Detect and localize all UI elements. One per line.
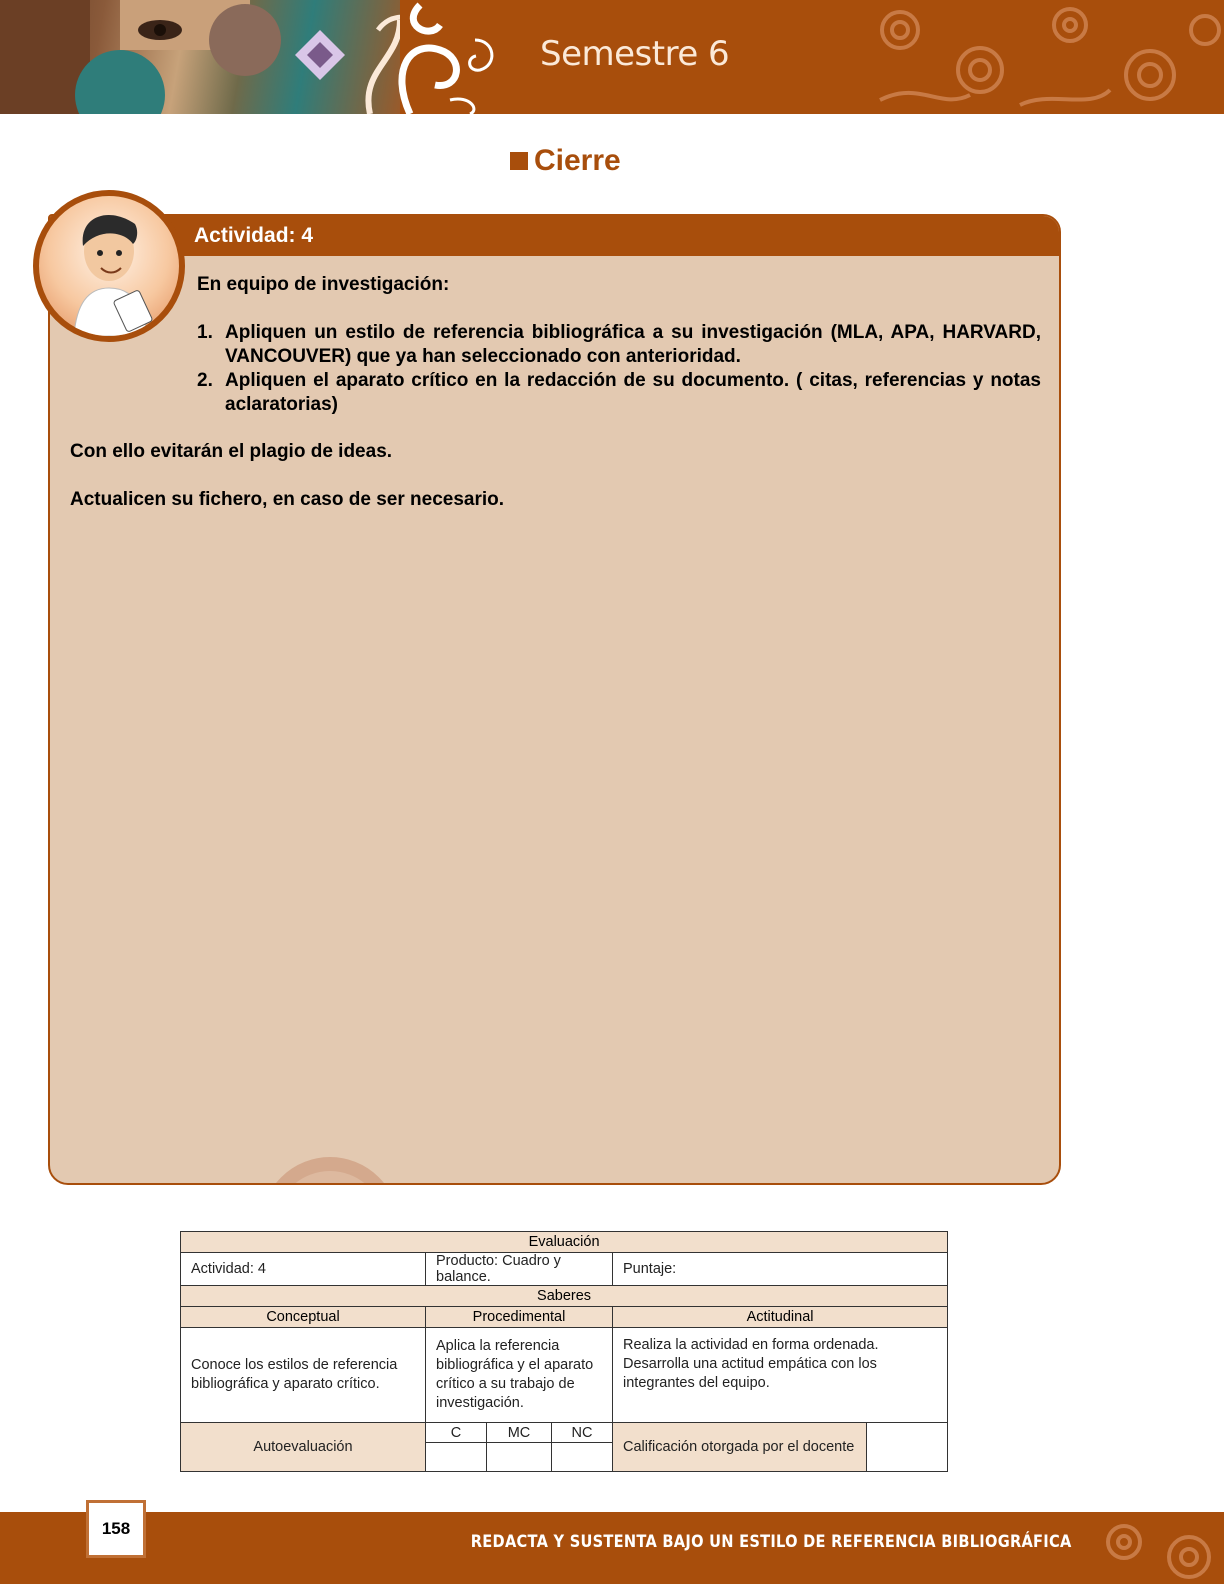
footer-swirls-icon — [1084, 1512, 1224, 1584]
c-label: C — [426, 1423, 487, 1443]
actitudinal-line-2: Desarrolla una actitud empática con los integrantes del equipo. — [623, 1356, 877, 1391]
header-collage-image — [0, 0, 400, 114]
actitudinal-cell — [613, 1328, 948, 1423]
section-title: Cierre — [534, 144, 621, 177]
update-note: Actualicen su fichero, en caso de ser necesario. — [70, 489, 505, 510]
actitudinal-line-1: Realiza la actividad en forma ordenada. — [623, 1337, 879, 1353]
calificacion-value-cell[interactable] — [867, 1423, 948, 1472]
mc-value-cell[interactable] — [487, 1443, 552, 1472]
list-item — [197, 369, 1041, 417]
c-value-cell[interactable] — [426, 1443, 487, 1472]
list-item-number: 2. — [197, 370, 213, 391]
list-item-text: Apliquen el aparato crítico en la redacción de su documento. ( citas, referencias y notas aclaratorias) — [225, 370, 1041, 415]
page-footer — [0, 1512, 1224, 1584]
list-item-text: Apliquen un estilo de referencia bibliográfica a su investigación (MLA, APA, HARVARD, VANCOUVER) que ya han seleccionado con anterioridad. — [225, 322, 1041, 367]
mc-label: MC — [487, 1423, 552, 1443]
calificacion-label: Calificación otorgada por el docente — [613, 1423, 867, 1472]
nc-label: NC — [552, 1423, 613, 1443]
procedimental-cell: Aplica la referencia bibliográfica y el aparato crítico a su trabajo de investigación. — [426, 1328, 613, 1423]
autoevaluacion-label: Autoevaluación — [181, 1423, 426, 1472]
page-number: 158 — [101, 1519, 131, 1538]
plagiarism-note: Con ello evitarán el plagio de ideas. — [70, 441, 393, 462]
white-swirl-icon — [380, 0, 510, 114]
list-item — [197, 321, 1041, 369]
eval-activity: Actividad: 4 — [181, 1253, 426, 1286]
collage-art-icon — [0, 0, 400, 114]
nc-value-cell[interactable] — [552, 1443, 613, 1472]
page-number-box — [86, 1500, 146, 1558]
list-item-number: 1. — [197, 322, 213, 343]
square-bullet-icon — [510, 152, 528, 170]
magnifier-icon — [160, 1156, 420, 1185]
book-title: REDACTA Y SUSTENTA BAJO UN ESTILO DE REFERENCIA BIBLIOGRÁFICA — [471, 1532, 1072, 1552]
student-writing-icon — [39, 196, 179, 336]
conceptual-header: Conceptual — [181, 1307, 426, 1328]
saberes-header: Saberes — [181, 1286, 948, 1307]
decorative-swirls-icon — [860, 0, 1224, 114]
conceptual-cell: Conoce los estilos de referencia bibliográfica y aparato crítico. — [181, 1328, 426, 1423]
page-header — [0, 0, 1224, 114]
evaluation-title: Evaluación — [181, 1232, 948, 1253]
instruction-list — [197, 321, 1041, 417]
activity-title: Actividad: 4 — [194, 224, 314, 247]
actitudinal-header: Actitudinal — [613, 1307, 948, 1328]
procedimental-header: Procedimental — [426, 1307, 613, 1328]
semester-title: Semestre 6 — [540, 34, 730, 74]
section-heading — [510, 144, 621, 178]
evaluation-table — [180, 1231, 948, 1472]
student-avatar — [33, 190, 185, 342]
activity-title-bar — [50, 216, 1059, 256]
activity-intro: En equipo de investigación: — [197, 274, 450, 295]
eval-score: Puntaje: — [613, 1253, 948, 1286]
eval-product: Producto: Cuadro y balance. — [426, 1253, 613, 1286]
